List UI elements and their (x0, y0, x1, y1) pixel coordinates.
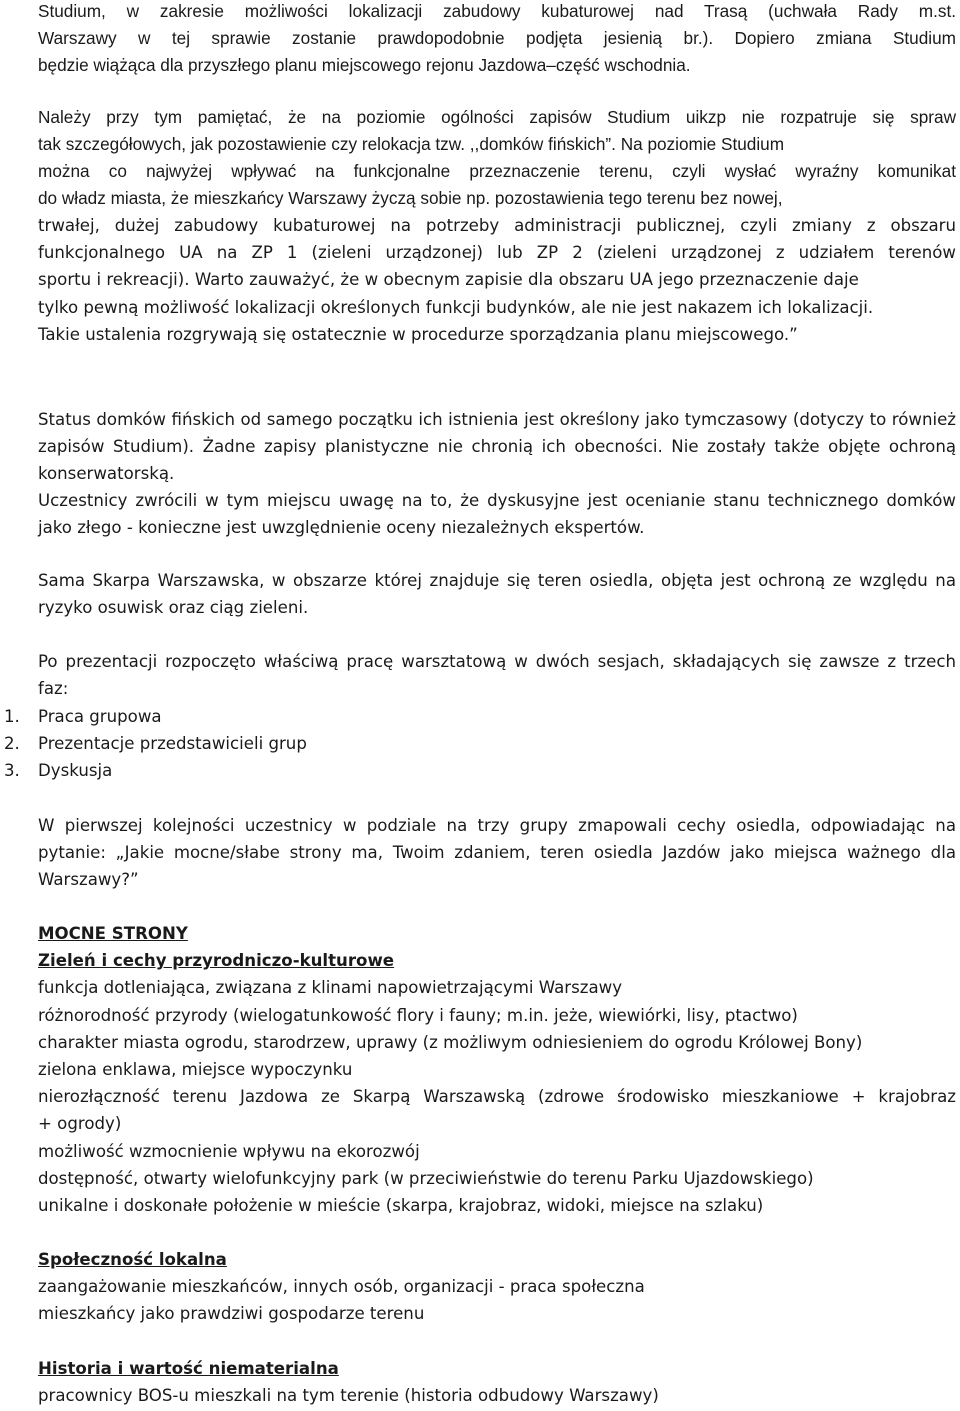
community-section (38, 1246, 956, 1328)
workshop-paragraph: Po prezentacji rozpoczęto właściwą pracę warsztatową w dwóch sesjach, składających się zawsze z trzech faz: (38, 652, 956, 699)
list-item: zaangażowanie mieszkańców, innych osób, organizacji - praca społeczna (38, 1277, 645, 1297)
text-line: Takie ustalenia rozgrywają się ostatecznie w procedurze sporządzania planu miejscowego.” (38, 324, 798, 344)
text-line: można co najwyżej wpływać na funkcjonalne przeznaczenie terenu, czyli wysłać wyraźny komunikat (38, 161, 956, 181)
list-number: 3. (4, 761, 20, 780)
list-item: unikalne i doskonałe położenie w mieście (skarpa, krajobraz, widoki, miejsce na szlaku) (38, 1196, 764, 1216)
list-number: 2. (4, 734, 20, 753)
list-text: Praca grupowa (38, 707, 162, 726)
list-number: 1. (4, 707, 20, 726)
list-item: nierozłączność terenu Jazdowa ze Skarpą Warszawską (zdrowe środowisko mieszkaniowe + krajobraz (38, 1087, 956, 1107)
history-section (38, 1355, 956, 1409)
strengths-section (38, 920, 956, 1219)
subsection-heading: Społeczność lokalna (38, 1250, 227, 1269)
experts-paragraph: Uczestnicy zwrócili w tym miejscu uwagę na to, że dyskusyjne jest ocenianie stanu technicznego domków jako złego - konieczne jest uwzględnienie oceny niezależnych ekspertów. (38, 491, 956, 538)
list-item: mieszkańcy jako prawdziwi gospodarze terenu (38, 1304, 425, 1324)
list-text: Prezentacje przedstawicieli grup (38, 734, 307, 753)
status-paragraph: Status domków fińskich od samego początku ich istnienia jest określony jako tymczasowy (dotyczy to również zapisów Studium). Żadne zapisy planistyczne nie chronią ich obecności. Nie zostały także objęte ochroną konserwatorską. (38, 410, 956, 484)
text-span: do władz miasta, że mieszkańcy Warszawy życzą sobie np. (38, 188, 491, 208)
text-line: będzie wiążąca dla przyszłego planu miejscowego rejonu Jazdowa–część wschodnia. (38, 55, 691, 75)
list-item: możliwość wzmocnienie wpływu na ekorozwój (38, 1141, 420, 1161)
studium-paragraph (38, 104, 956, 348)
text-span: sportu i rekreacji). (38, 270, 190, 290)
section-heading: MOCNE STRONY (38, 924, 188, 943)
text-line: Należy przy tym pamiętać, że na poziomie ogólności zapisów Studium uikzp nie rozpatruje się spraw (38, 107, 956, 127)
list-item: pracownicy BOS-u mieszkali na tym terenie (historia odbudowy Warszawy) (38, 1386, 659, 1406)
text-span: tak szczegółowych, jak pozostawienie czy relokacja tzw. ,,domków fińskich”. (38, 134, 616, 154)
text-span: Na poziomie Studium (615, 134, 785, 154)
text-line: Studium, w zakresie możliwości lokalizacji zabudowy kubaturowej nad Trasą (uchwała Rady m.st. (38, 1, 956, 21)
list-item: dostępność, otwarty wielofunkcyjny park (w przeciwieństwie do terenu Parku Ujazdowskiego) (38, 1168, 814, 1188)
text-span: Warto zauważyć, że w obecnym zapisie dla obszaru UA jego przeznaczenie daje (189, 270, 859, 290)
question-paragraph: W pierwszej kolejności uczestnicy w podziale na trzy grupy zmapowali cechy osiedla, odpowiadając na pytanie: „Jakie mocne/słabe strony ma, Twoim zdaniem, teren osiedla Jazdów jako miejsca ważnego dla Warszawy?” (38, 816, 956, 890)
skarpa-paragraph: Sama Skarpa Warszawska, w obszarze której znajduje się teren osiedla, objęta jest ochroną ze względu na ryzyko osuwisk oraz ciąg zieleni. (38, 571, 956, 618)
text-span: pozostawienia tego terenu bez nowej, (490, 188, 783, 208)
list-item: charakter miasta ogrodu, starodrzew, uprawy (z możliwym odniesieniem do ogrodu Królowej Bony) (38, 1032, 863, 1052)
text-line: Warszawy w tej sprawie zostanie prawdopodobnie podjęta jesienią br.). Dopiero zmiana Studium (38, 28, 956, 48)
list-item: różnorodność przyrody (wielogatunkowość flory i fauny; m.in. jeże, wiewiórki, lisy, ptactwo) (38, 1005, 798, 1025)
list-item: zielona enklawa, miejsce wypoczynku (38, 1060, 353, 1080)
subsection-heading: Zieleń i cechy przyrodniczo-kulturowe (38, 951, 395, 971)
list-item: funkcja dotleniająca, związana z klinami napowietrzającymi Warszawy (38, 978, 623, 998)
text-line: trwałej, dużej zabudowy kubaturowej na potrzeby administracji publicznej, czyli zmiany z obszaru (38, 216, 956, 235)
text-line: funkcjonalnego UA na ZP 1 (zieleni urządzonej) lub ZP 2 (zieleni urządzonej z udziałem terenów (38, 243, 956, 263)
text-line: tylko pewną możliwość lokalizacji określonych funkcji budynków, ale nie jest nakazem ich lokalizacji. (38, 297, 874, 317)
list-item: + ogrody) (38, 1114, 122, 1134)
intro-paragraph (38, 0, 956, 79)
list-text: Dyskusja (38, 761, 113, 780)
subsection-heading: Historia i wartość niematerialna (38, 1359, 339, 1378)
